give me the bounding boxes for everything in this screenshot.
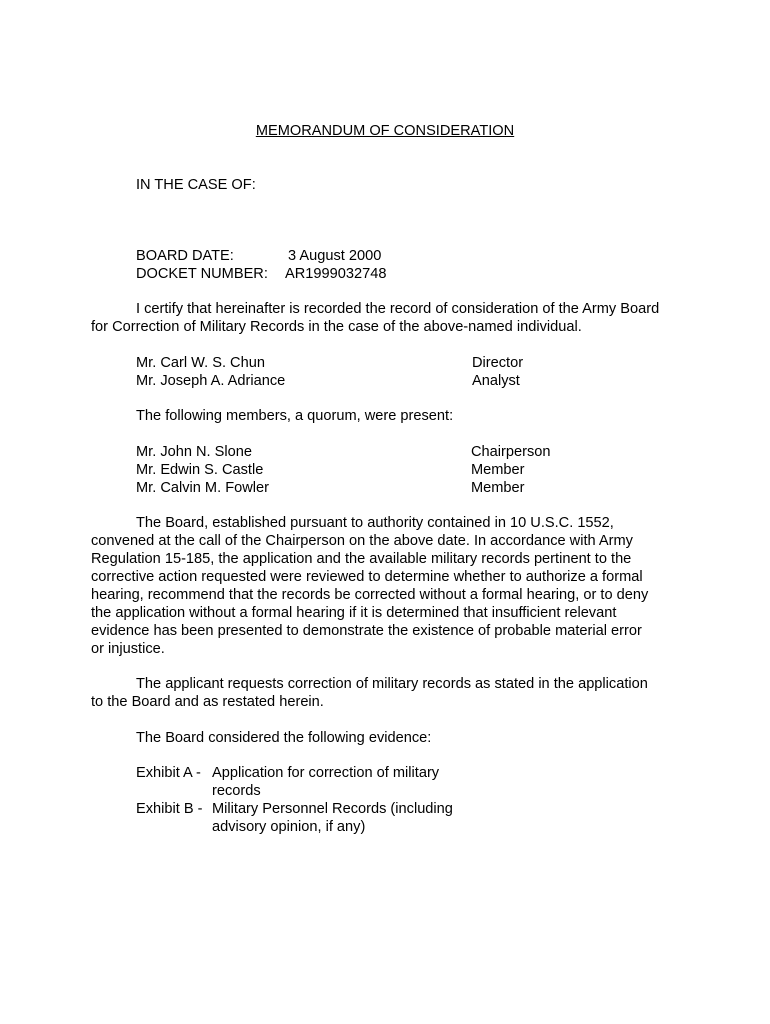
docket-number-value: AR1999032748 — [285, 266, 387, 282]
staff-role: Director — [472, 355, 524, 371]
paragraph-line: for Correction of Military Records in the case of the above-named individual. — [91, 319, 582, 335]
paragraph-line: evidence has been presented to demonstrate the existence of probable material error — [91, 623, 642, 639]
paragraph-line: The Board, established pursuant to authority contained in 10 U.S.C. 1552, — [136, 515, 614, 531]
exhibit-label: Exhibit A - — [136, 765, 201, 781]
paragraph-line: hearing, recommend that the records be corrected without a formal hearing, or to deny — [91, 587, 649, 603]
staff-name: Mr. Carl W. S. Chun — [136, 355, 265, 371]
exhibit-description: advisory opinion, if any) — [212, 819, 366, 835]
quorum-text: The following members, a quorum, were present: — [136, 408, 454, 424]
board-date-value: 3 August 2000 — [288, 248, 382, 264]
exhibit-label: Exhibit B - — [136, 801, 203, 817]
certify-paragraph — [91, 300, 691, 336]
paragraph-line: convened at the call of the Chairperson on the above date. In accordance with Army — [91, 533, 633, 549]
paragraph-line: the application without a formal hearing if it is determined that insufficient relevant — [91, 605, 617, 621]
page-title: MEMORANDUM OF CONSIDERATION — [255, 123, 515, 139]
case-label: IN THE CASE OF: — [136, 177, 256, 193]
member-name: Mr. Edwin S. Castle — [136, 462, 264, 478]
paragraph-line: or injustice. — [91, 641, 165, 657]
member-role: Member — [471, 462, 525, 478]
paragraph-line: to the Board and as restated herein. — [91, 694, 324, 710]
exhibit-description: Military Personnel Records (including — [212, 801, 453, 817]
paragraph-line: Regulation 15-185, the application and the available military records pertinent to the — [91, 551, 632, 567]
member-name: Mr. Calvin M. Fowler — [136, 480, 269, 496]
evidence-intro: The Board considered the following evidence: — [136, 730, 432, 746]
member-role: Chairperson — [471, 444, 551, 460]
staff-name: Mr. Joseph A. Adriance — [136, 373, 286, 389]
paragraph-line: corrective action requested were reviewed to determine whether to authorize a formal — [91, 569, 643, 585]
staff-role: Analyst — [472, 373, 520, 389]
member-name: Mr. John N. Slone — [136, 444, 252, 460]
member-role: Member — [471, 480, 525, 496]
docket-number-label: DOCKET NUMBER: — [136, 266, 268, 282]
request-paragraph — [91, 675, 691, 711]
board-paragraph — [91, 514, 691, 658]
paragraph-line: I certify that hereinafter is recorded the record of consideration of the Army Board — [136, 301, 660, 317]
paragraph-line: The applicant requests correction of military records as stated in the application — [136, 676, 648, 692]
exhibit-description: Application for correction of military — [212, 765, 440, 781]
exhibit-description: records — [212, 783, 261, 799]
board-date-label: BOARD DATE: — [136, 248, 234, 264]
